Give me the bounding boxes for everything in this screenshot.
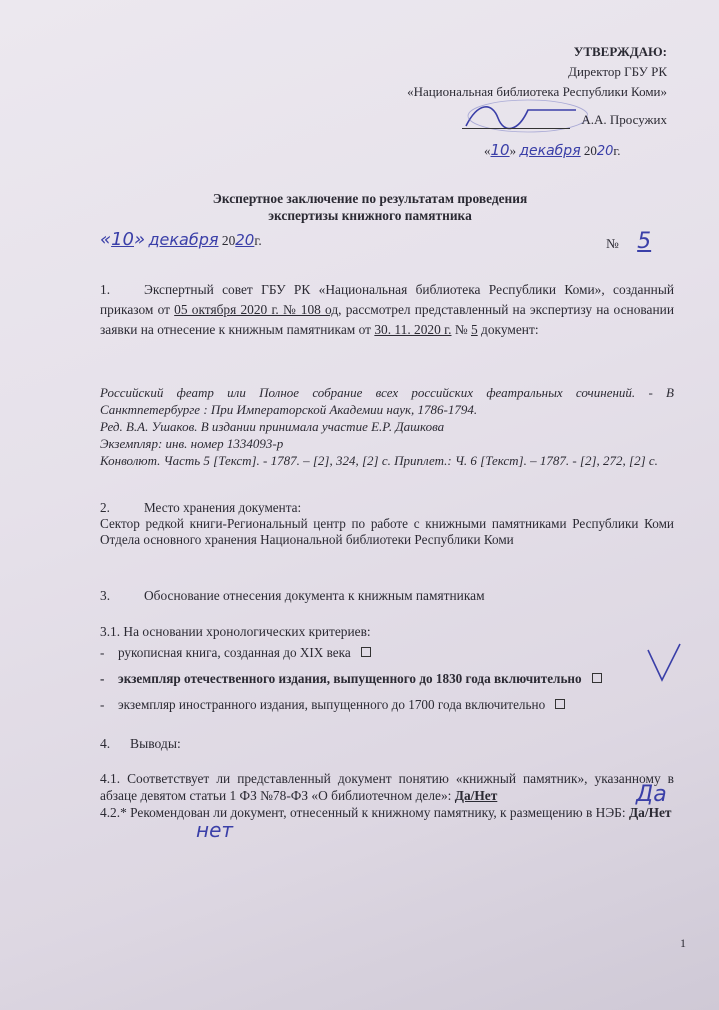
document-copy-line: Экземпляр: инв. номер 1334093-р [100,436,284,451]
section-1: 1. Экспертный совет ГБУ РК «Национальная библиотека Республики Коми», созданный приказом от 05 октября 2020 г. № 108 од, рассмотрел представленный на экспертизу на основании заявки на отнесение к книжным памятникам от 30. 11. 2020 г. № 5 документ: [100,282,674,337]
approval-date-year: 20 [596,144,614,159]
document-title-line: Российский феатр или Полное собрание всех российских феатральных сочинений. - В Санктпетербурге : При Императорской Академии наук, 1786-1794. [100,385,674,417]
page-number: 1 [680,936,686,950]
expertise-date: «10» декабря 2020г. [100,229,262,250]
expertise-number-value: 5 [637,229,652,254]
signature-line [462,128,570,129]
criterion-item-1: - рукописная книга, созданная до XIX века [100,645,371,661]
question-4-2: 4.2.* Рекомендован ли документ, отнесенный к книжному памятнику, к размещению в НЭБ: Да/Нет [100,805,672,820]
request-number: 5 [470,322,478,337]
signature-mark [458,96,588,136]
checkmark-icon [640,640,690,690]
document-convolute-line: Конволют. Часть 5 [Текст]. - 1787. – [2], 324, [2] с. Приплет.: Ч. 6 [Текст]. – 1787. - [2], 272, [2] с. [100,453,658,468]
expertise-date-year: 20 [235,231,255,249]
storage-location: Сектор редкой книги-Региональный центр по работе с книжными памятниками Республики Коми Отдела основного хранения Национальной библиотеки Республики Коми [100,516,674,547]
approval-date-day: 10 [490,141,510,159]
criterion-item-3: - экземпляр иностранного издания, выпущенного до 1700 года включительно [100,697,565,713]
approval-position: Директор ГБУ РК [568,64,667,79]
checkbox-icon [555,699,565,709]
checkbox-icon [361,647,371,657]
approval-org: «Национальная библиотека Республики Коми» [407,84,667,99]
answer-4-2: нет [196,818,234,842]
expertise-date-day: 10 [111,229,135,250]
section-2: 2. Место хранения документа: Сектор редкой книги-Региональный центр по работе с книжными памятниками Республики Коми Отдела основного хранения Национальной библиотеки Республики Коми [100,500,674,547]
page-title: Экспертное заключение по результатам проведения экспертизы книжного памятника [212,191,528,223]
section-4: 4. Выводы: [100,736,181,751]
approval-date-month: декабря [519,143,581,159]
criterion-item-2: - экземпляр отечественного издания, выпущенного до 1830 года включительно [100,671,602,687]
expertise-number: № 5 [606,229,666,254]
expertise-date-month: декабря [148,230,219,249]
approval-date: «10» декабря 2020г. [484,141,621,159]
criteria-subtitle: 3.1. На основании хронологических критериев: [100,624,371,639]
checkbox-icon [592,673,602,683]
approval-title: УТВЕРЖДАЮ: [573,44,667,59]
section-3: 3. Обоснование отнесения документа к книжным памятникам [100,588,485,603]
answer-4-1: Да [636,782,667,807]
approval-block [407,42,667,102]
document-description [100,384,674,469]
document-editor-line: Ред. В.А. Ушаков. В издании принимала участие Е.Р. Дашкова [100,419,445,434]
request-date: 30. 11. 2020 г. [374,322,452,337]
order-date: 05 октября 2020 г. № 108 од [174,302,339,317]
question-4-1: 4.1. Соответствует ли представленный документ понятию «книжный памятник», указанному в абзаце девятом статьи 1 ФЗ №78-ФЗ «О библиотечном деле»: Да/Нет [100,771,674,803]
approval-name: А.А. Просужих [581,112,667,127]
